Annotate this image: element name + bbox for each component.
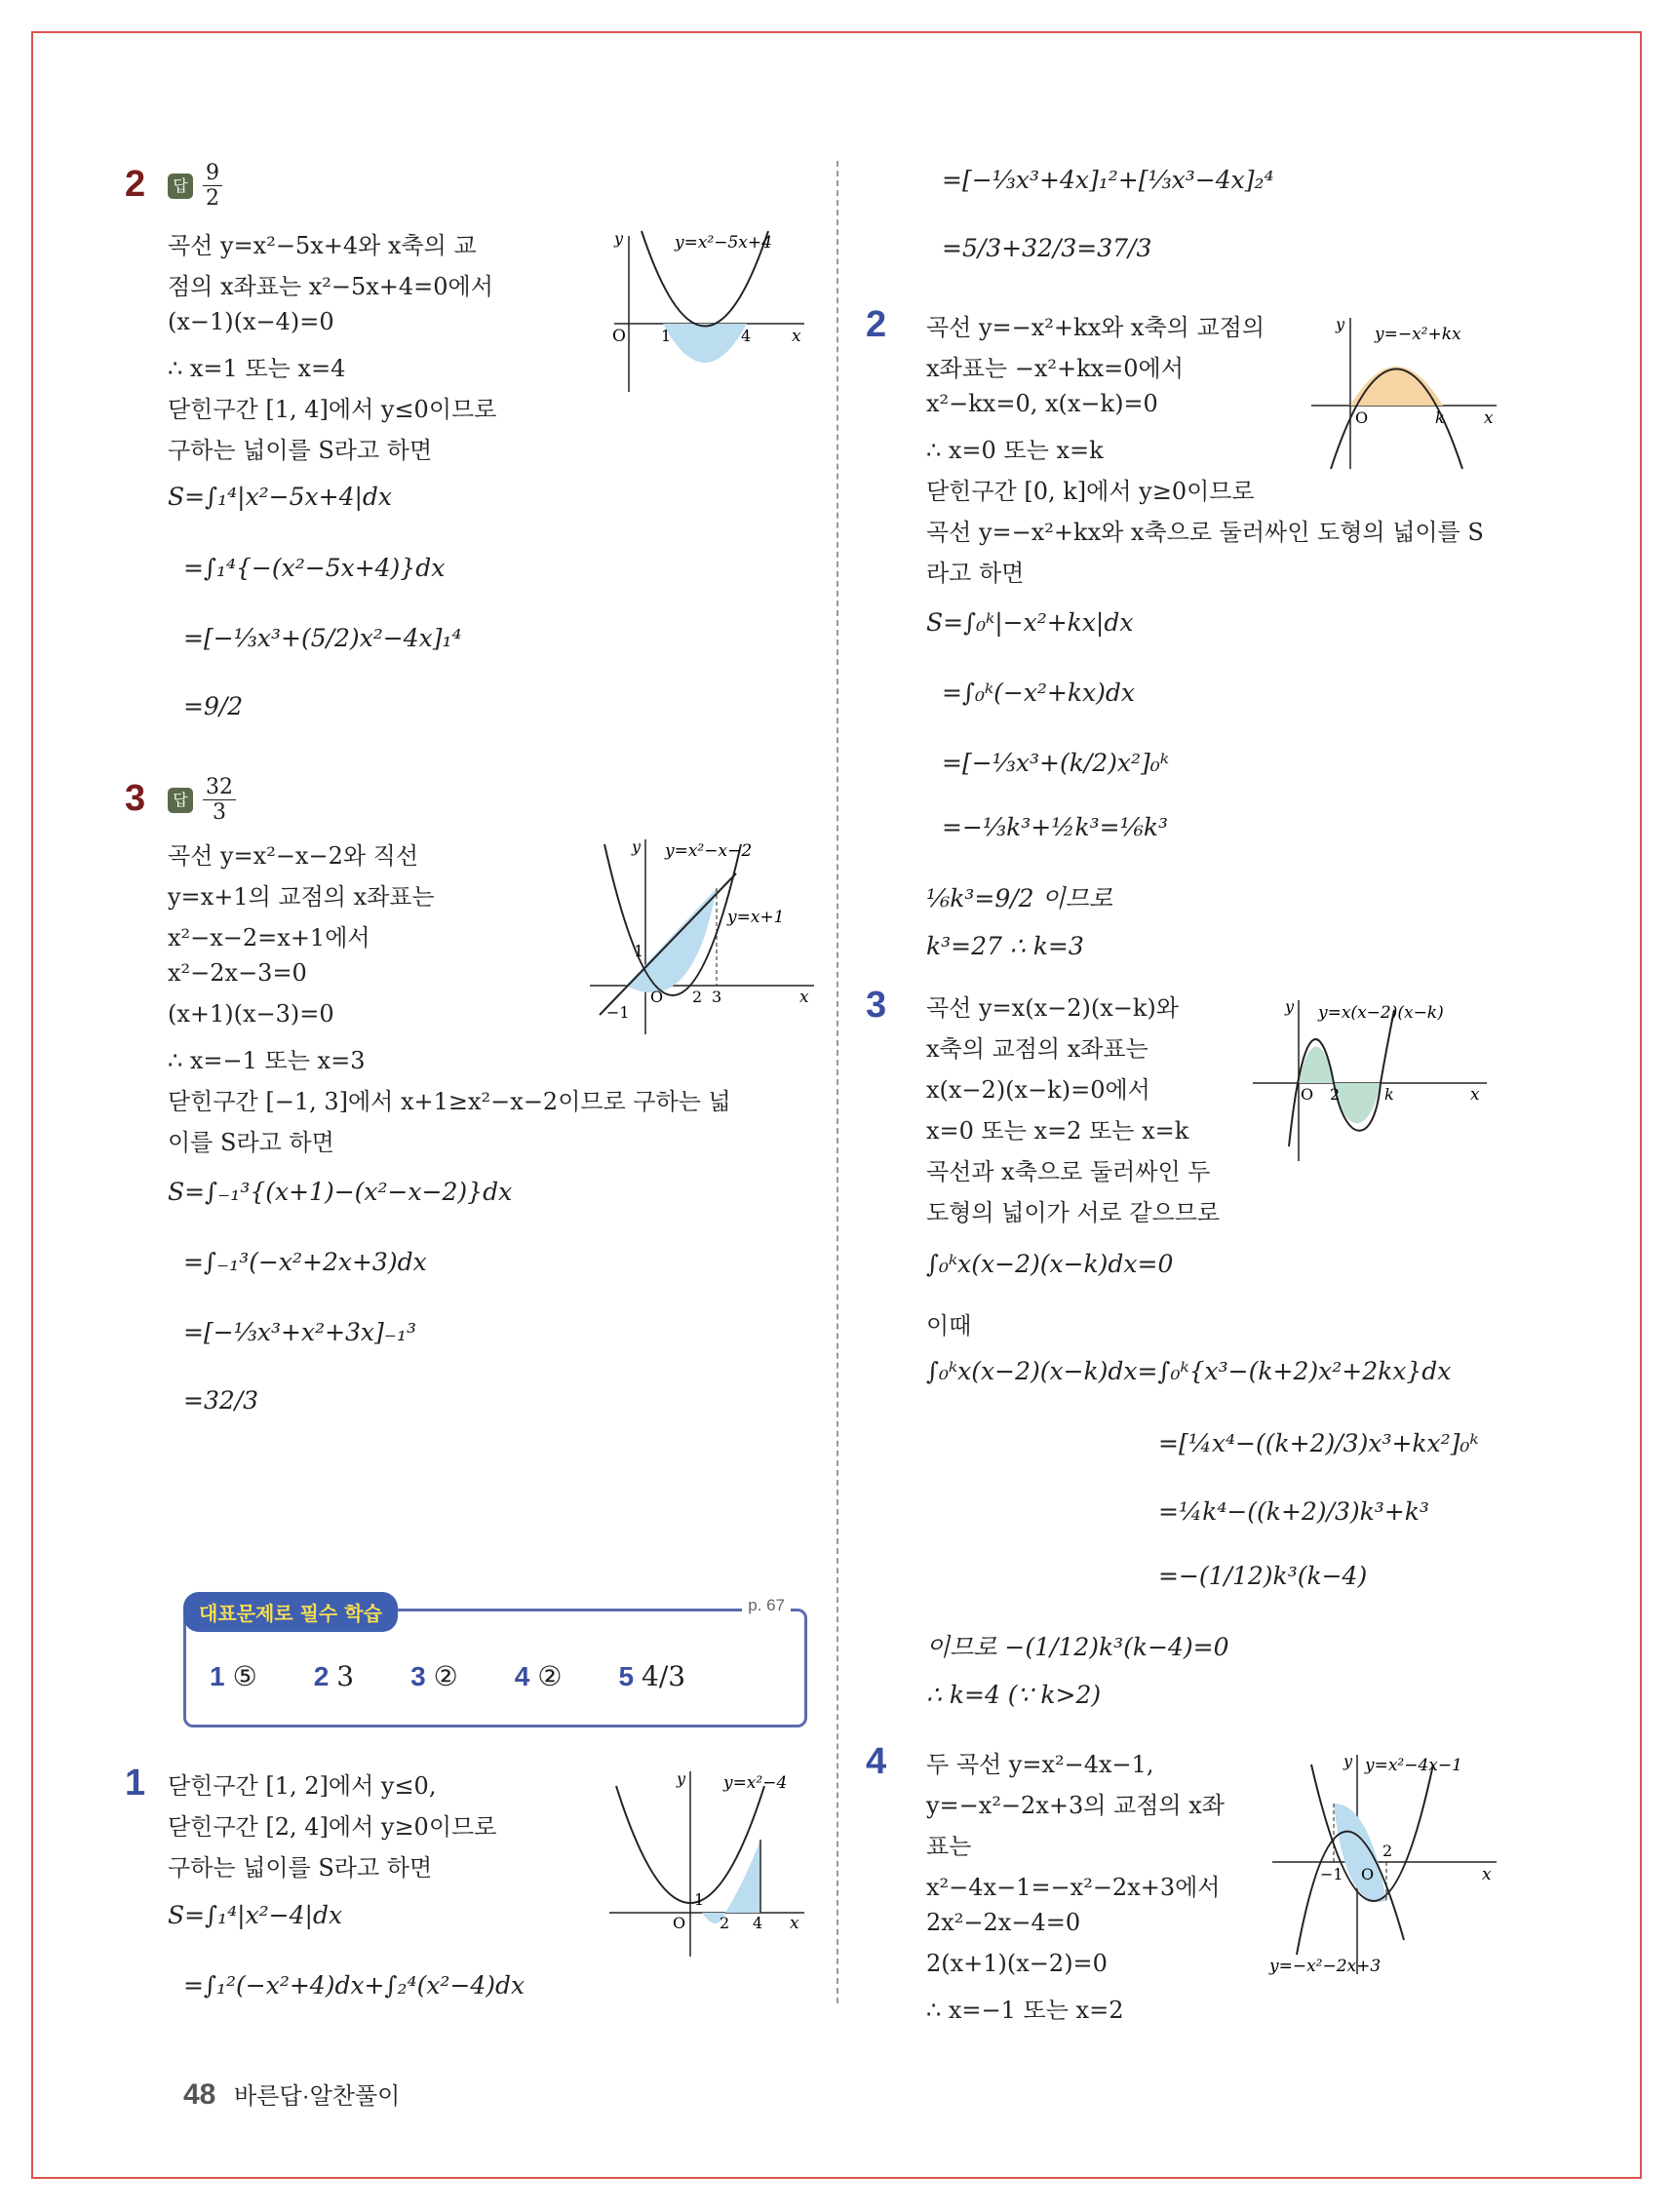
text-line: 2(x+1)(x−2)=0 [926,1950,1108,1977]
summary-item: 2 3 [313,1660,355,1692]
problem-number: 3 [125,778,146,819]
text-line: 표는 [926,1833,972,1860]
text-line: 라고 하면 [926,560,1025,587]
graph-label: y=−x²+kx [1375,325,1461,344]
answer-fraction: $\frac{32}{3}$ [203,775,236,825]
tick-label: 4 [753,1914,763,1932]
text-line: ∴ x=−1 또는 x=3 [168,1047,366,1074]
problem-number: 4 [866,1741,887,1782]
text-line: 도형의 넓이가 서로 같으므로 [926,1199,1221,1226]
text-line: 구하는 넓이를 S라고 하면 [168,437,433,464]
graph-label: y=x²−x−2 [665,841,753,861]
text-line: x좌표는 −x²+kx=0에서 [926,355,1184,382]
equation: =[¼x⁴−((k+2)/3)x³+kx²]₀ᵏ [1158,1429,1479,1457]
tick-label: k [1435,408,1445,427]
text-line: 이를 S라고 하면 [168,1129,334,1156]
text-line: 곡선과 x축으로 둘러싸인 두 [926,1158,1211,1185]
text-line: 닫힌구간 [2, 4]에서 y≥0이므로 [168,1813,497,1841]
graph-label: y=x+1 [727,908,785,927]
summary-title: 대표문제로 필수 학습 [183,1592,398,1632]
text-line: x²−kx=0, x(x−k)=0 [926,390,1158,417]
tick-label: 2 [1330,1085,1341,1104]
tick-label: 3 [712,988,722,1006]
summary-item: 1 ⑤ [210,1660,257,1692]
text-line: y=−x²−2x+3의 교점의 x좌 [926,1792,1225,1819]
problem-number: 2 [866,304,887,345]
origin-label: O [673,1914,686,1932]
axis-label: x [1470,1085,1480,1105]
axis-label: y [1343,1752,1353,1770]
text-line: 점의 x좌표는 x²−5x+4=0에서 [168,273,493,300]
graph-parabola-line [585,834,819,1039]
axis-label: x [1482,1865,1492,1884]
graph-two-parabolas [1267,1745,1501,1979]
problem-number: 3 [866,985,887,1026]
summary-box [183,1596,807,1727]
tick-label: k [1384,1085,1394,1104]
equation: =∫₁⁴{−(x²−5x+4)}dx [183,554,446,582]
graph-label: y=x²−4x−1 [1365,1756,1462,1775]
equation: ∴ k=4 (∵ k>2) [926,1681,1102,1709]
equation: =∫₋₁³(−x²+2x+3)dx [183,1248,427,1276]
tick-label: 2 [720,1914,730,1932]
text-line: 곡선 y=−x²+kx와 x축의 교점의 [926,314,1265,341]
text-line: 구하는 넓이를 S라고 하면 [168,1854,433,1882]
text-line: (x+1)(x−3)=0 [168,1000,334,1028]
answer-fraction: $\frac{9}{2}$ [203,161,222,211]
summary-item: 4 ② [514,1660,563,1692]
text-line: 곡선 y=x²−x−2와 직선 [168,842,419,870]
answer [168,161,222,211]
text-line: 닫힌구간 [0, k]에서 y≥0이므로 [926,478,1255,505]
equation: =[−⅓x³+x²+3x]₋₁³ [183,1318,417,1346]
column-divider [837,161,838,2003]
text-line: 두 곡선 y=x²−4x−1, [926,1751,1154,1778]
footer-title: 바른답·알찬풀이 [234,2083,401,2110]
axis-label: y [632,837,642,856]
text-line: x=0 또는 x=2 또는 x=k [926,1117,1189,1145]
equation: =¼k⁴−((k+2)/3)k³+k³ [1158,1497,1429,1526]
axis-label: y [614,229,624,248]
equation: k³=27 ∴ k=3 [926,932,1084,960]
equation: S=∫₁⁴|x²−5x+4|dx [168,483,393,511]
origin-label: O [1355,408,1369,427]
summary-item: 5 4/3 [618,1660,686,1692]
text-line: x²−x−2=x+1에서 [168,924,370,951]
text-line: x²−2x−3=0 [168,959,307,987]
equation: =9/2 [183,692,244,720]
tick-label: 1 [694,1890,705,1909]
equation: S=∫₋₁³{(x+1)−(x²−x−2)}dx [168,1178,513,1206]
page-number: 48 [183,2078,216,2111]
text-line: 곡선 y=−x²+kx와 x축으로 둘러싸인 도형의 넓이를 S [926,519,1484,546]
graph-parabola-q1 [604,1766,809,1961]
answer-badge: 답 [168,174,193,199]
equation: S=∫₀ᵏ|−x²+kx|dx [926,608,1134,637]
origin-label: O [650,988,664,1006]
equation: =[−⅓x³+(5/2)x²−4x]₁⁴ [183,624,462,652]
equation: =32/3 [183,1386,259,1415]
tick-label: −1 [1320,1865,1343,1883]
equation: ∫₀ᵏx(x−2)(x−k)dx=∫₀ᵏ{x³−(k+2)x²+2kx}dx [926,1357,1452,1385]
summary-page-ref: p. 67 [742,1596,791,1615]
graph-label: y=x²−5x+4 [675,233,772,252]
origin-label: O [612,327,626,346]
equation: =[−⅓x³+(k/2)x²]₀ᵏ [942,749,1169,777]
equation: =−⅓k³+½k³=⅙k³ [942,813,1168,841]
text-line: 닫힌구간 [1, 2]에서 y≤0, [168,1772,437,1800]
equation: ∫₀ᵏx(x−2)(x−k)dx=0 [926,1250,1174,1278]
text-line: ∴ x=−1 또는 x=2 [926,1997,1124,2024]
graph-label: y=x(x−2)(x−k) [1318,1003,1444,1023]
summary-item: 3 ② [410,1660,458,1692]
tick-label: 4 [741,327,752,345]
tick-label: 2 [692,988,703,1006]
text-line: 이때 [926,1312,972,1339]
axis-label: x [1484,408,1494,428]
equation: =[−⅓x³+4x]₁²+[⅓x³−4x]₂⁴ [942,166,1274,194]
axis-label: x [792,327,801,346]
graph-parabola [604,226,809,402]
text-line: 닫힌구간 [1, 4]에서 y≤0이므로 [168,396,497,423]
page-footer [183,2076,400,2112]
text-line: x축의 교점의 x좌표는 [926,1035,1148,1063]
equation: =5/3+32/3=37/3 [942,234,1152,262]
text-line: ∴ x=0 또는 x=k [926,437,1104,464]
text-line: 닫힌구간 [−1, 3]에서 x+1≥x²−x−2이므로 구하는 넓 [168,1088,731,1115]
text-line: 곡선 y=x(x−2)(x−k)와 [926,994,1179,1022]
origin-label: O [1361,1865,1375,1883]
equation: 이므로 −(1/12)k³(k−4)=0 [926,1633,1229,1661]
tick-label: 1 [661,327,672,345]
text-line: x(x−2)(x−k)=0에서 [926,1076,1150,1104]
graph-label: y=x²−4 [723,1773,788,1793]
problem-number: 1 [125,1763,146,1804]
equation: =−(1/12)k³(k−4) [1158,1562,1368,1590]
text-line: (x−1)(x−4)=0 [168,308,334,335]
equation: S=∫₁⁴|x²−4|dx [168,1901,343,1929]
text-line: 곡선 y=x²−5x+4와 x축의 교 [168,232,477,259]
graph-cubic [1248,990,1492,1166]
axis-label: y [1336,315,1345,333]
axis-label: y [677,1769,686,1788]
text-line: ∴ x=1 또는 x=4 [168,355,346,382]
problem-number: 2 [125,164,146,205]
answer [168,775,236,825]
origin-label: O [1301,1085,1314,1104]
axis-label: x [790,1914,799,1933]
axis-label: x [799,988,809,1007]
equation: =∫₁²(−x²+4)dx+∫₂⁴(x²−4)dx [183,1971,526,1999]
equation: =∫₀ᵏ(−x²+kx)dx [942,679,1135,707]
graph-inverted-parabola [1306,308,1501,474]
tick-label: −1 [606,1003,630,1022]
text-line: x²−4x−1=−x²−2x+3에서 [926,1874,1221,1901]
tick-label: 2 [1382,1842,1393,1860]
summary-answers [210,1660,685,1692]
answer-badge: 답 [168,788,193,813]
axis-label: y [1285,997,1295,1016]
tick-label: 1 [634,942,644,960]
graph-label: y=−x²−2x+3 [1269,1957,1382,1976]
text-line: 2x²−2x−4=0 [926,1909,1081,1936]
text-line: y=x+1의 교점의 x좌표는 [168,883,435,911]
equation: ⅙k³=9/2 이므로 [926,884,1112,912]
